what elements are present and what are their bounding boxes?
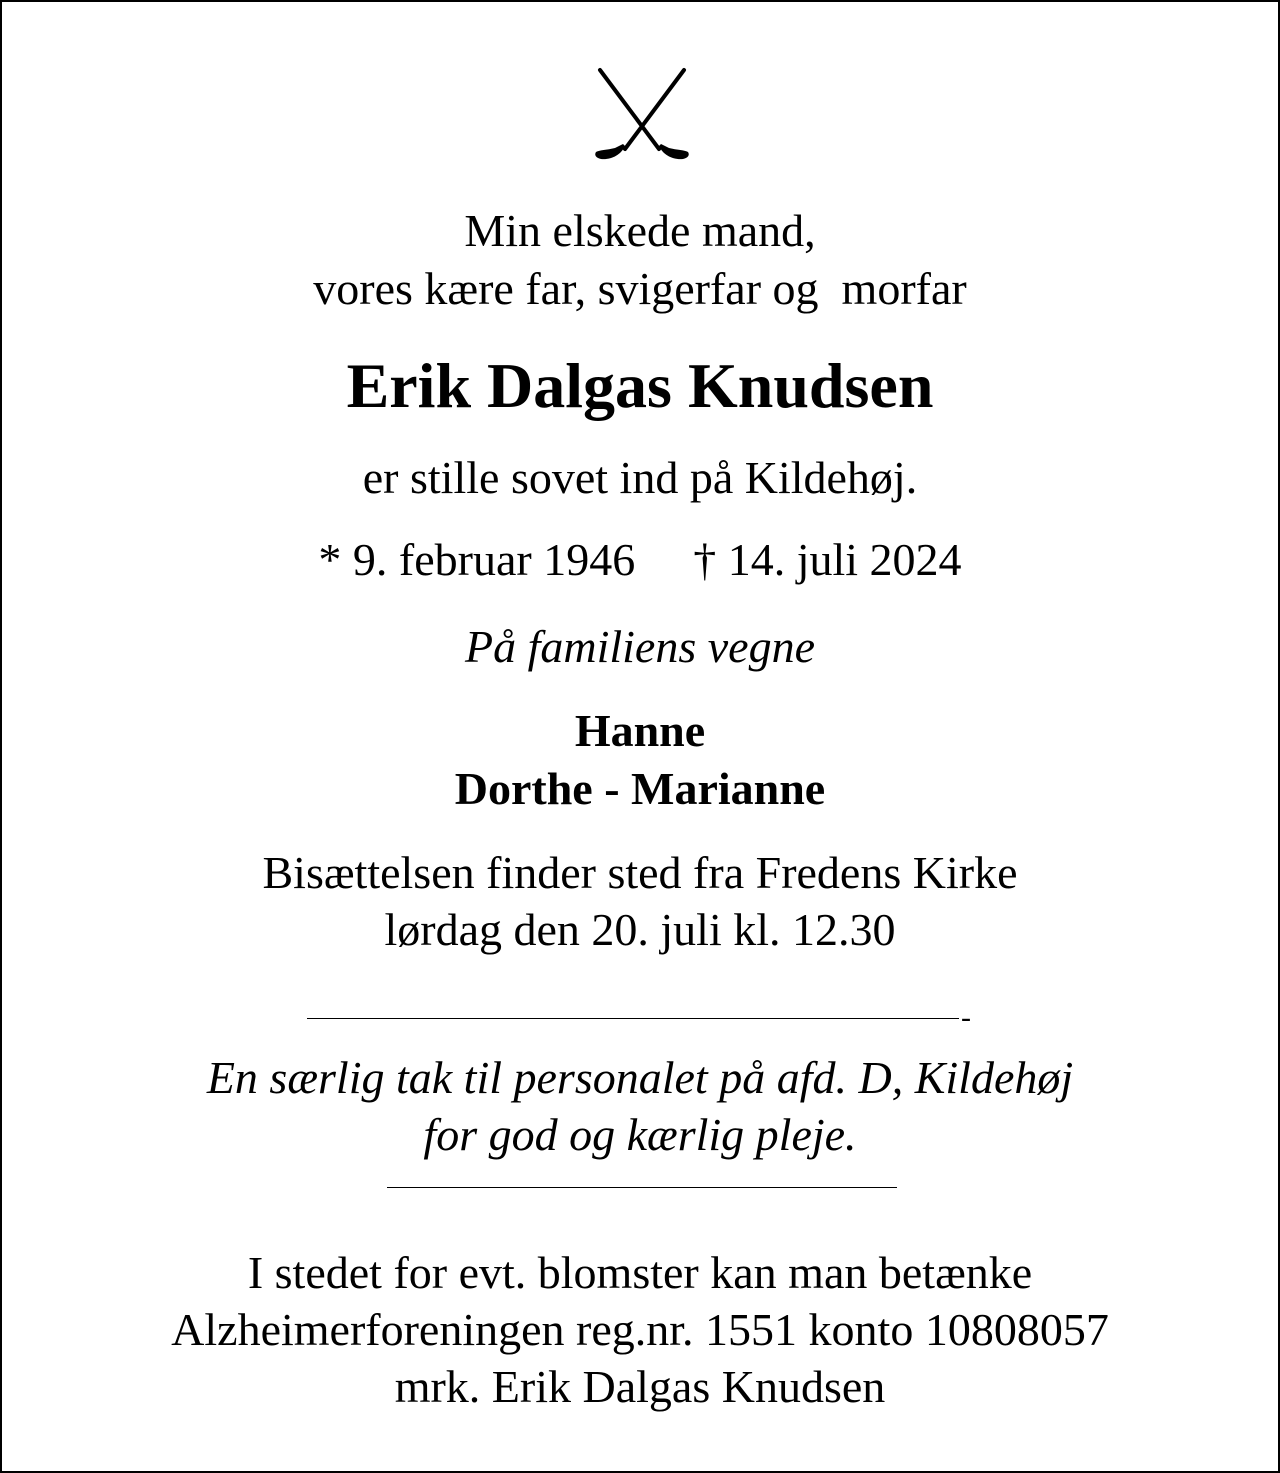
donation-line-1: I stedet for evt. blomster kan man betænke <box>247 1247 1033 1298</box>
birth-date: * 9. februar 1946 <box>318 534 636 585</box>
dates-line <box>2 534 1278 585</box>
divider-top <box>307 1018 959 1019</box>
on-behalf-text: På familiens vegne <box>464 621 815 672</box>
donation-line-3: mrk. Erik Dalgas Knudsen <box>394 1361 886 1412</box>
deceased-name: Erik Dalgas Knudsen <box>346 350 934 421</box>
mourners-line-1: Hanne <box>574 705 706 756</box>
funeral-line-2: lørdag den 20. juli kl. 12.30 <box>384 904 896 955</box>
divider-bottom <box>387 1187 897 1188</box>
death-date: † 14. juli 2024 <box>693 534 962 585</box>
passing-text: er stille sovet ind på Kildehøj. <box>362 452 918 503</box>
thanks-line-2: for god og kærlig pleje. <box>423 1109 857 1160</box>
crossed-golf-clubs-icon <box>587 64 697 170</box>
intro-line-1: Min elskede mand, <box>464 205 816 256</box>
funeral-line-1: Bisættelsen finder sted fra Fredens Kirke <box>262 847 1018 898</box>
mourners-line-2: Dorthe - Marianne <box>454 763 826 814</box>
thanks-line-1: En særlig tak til personalet på afd. D, Kildehøj <box>206 1052 1074 1103</box>
divider-dash: - <box>961 1001 971 1034</box>
intro-line-2: vores kære far, svigerfar og morfar <box>313 263 967 314</box>
donation-line-2: Alzheimerforeningen reg.nr. 1551 konto 10808057 <box>171 1304 1109 1355</box>
